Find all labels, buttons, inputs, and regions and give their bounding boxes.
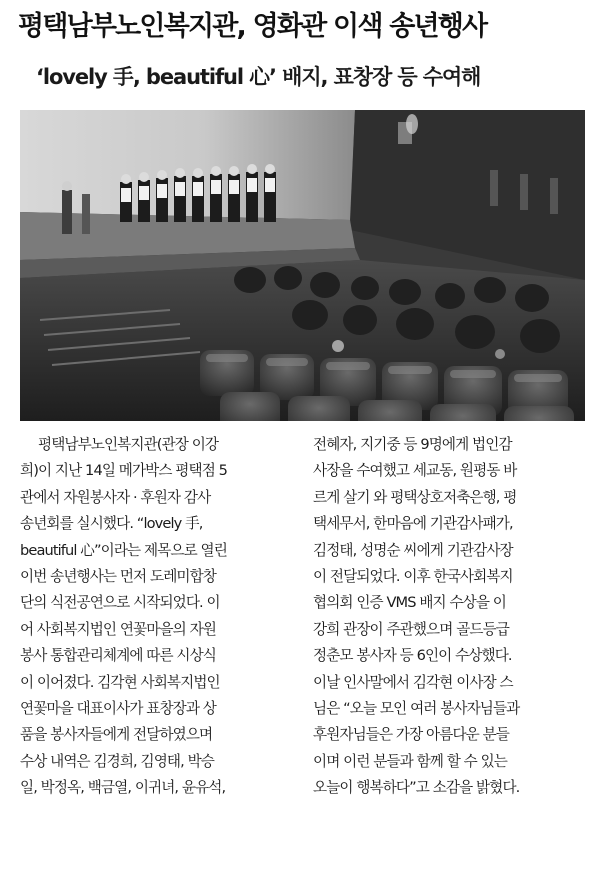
body-line: 이며 이런 분들과 함께 할 수 있는 (313, 752, 508, 770)
article-body-left-column (20, 432, 298, 801)
body-line: 택세무서, 한마음에 기관감사패가, (313, 515, 513, 533)
body-line: 봉사 통합관리체계에 따른 시상식 (20, 647, 216, 665)
body-line: 희)이 지난 14일 메가박스 평택점 5 (20, 462, 228, 480)
body-line: 관에서 자원봉사자 · 후원자 감사 (20, 488, 211, 506)
article-body-right-column (313, 432, 591, 801)
body-line: 연꽃마을 대표이사가 표창장과 상 (20, 699, 216, 717)
body-line: 일, 박정옥, 백금열, 이귀녀, 윤유석, (20, 779, 226, 797)
body-line: 전혜자, 지기중 등 9명에게 법인감 (313, 436, 512, 453)
body-line: 수상 내역은 김경희, 김영태, 박승 (20, 752, 215, 770)
body-line: 이 이어졌다. 김각현 사회복지법인 (20, 673, 220, 691)
body-line: beautiful 心”이라는 제목으로 열린 (20, 541, 227, 559)
body-line: 이 전달되었다. 이후 한국사회복지 (313, 567, 513, 585)
body-line: 오늘이 행복하다”고 소감을 밝혔다. (313, 779, 520, 797)
body-line: 강희 관장이 주관했으며 골드등급 (313, 620, 509, 638)
body-line: 어 사회복지법인 연꽃마을의 자원 (20, 620, 216, 638)
body-line: 협의회 인증 VMS 배지 수상을 이 (313, 594, 507, 612)
body-line: 김정태, 성명순 씨에게 기관감사장 (313, 541, 513, 559)
body-line: 정춘모 봉사자 등 6인이 수상했다. (313, 647, 512, 665)
body-line: 님은 “오늘 모인 여러 봉사자님들과 (313, 699, 520, 717)
body-line: 품을 봉사자들에게 전달하였으며 (20, 726, 213, 744)
article-headline: 평택남부노인복지관, 영화관 이색 송년행사 (18, 11, 487, 42)
body-line: 단의 식전공연으로 시작되었다. 이 (20, 594, 220, 612)
article-photo (20, 110, 585, 421)
body-line: 평택남부노인복지관(관장 이강 (38, 436, 219, 453)
theater-choir-photo-icon (20, 110, 585, 421)
body-line: 이날 인사말에서 김각현 이사장 스 (313, 673, 513, 691)
body-line: 사장을 수여했고 세교동, 원평동 바 (313, 462, 517, 480)
body-line: 이번 송년행사는 먼저 도레미합창 (20, 567, 216, 585)
article-subhead: ‘lovely 手, beautiful 心’ 배지, 표창장 등 수여해 (36, 65, 481, 89)
body-line: 르게 살기 와 평택상호저축은행, 평 (313, 488, 517, 506)
body-line: 송년회를 실시했다. “lovely 手, (20, 515, 203, 533)
body-line: 후원자님들은 가장 아름다운 분들 (313, 726, 509, 744)
